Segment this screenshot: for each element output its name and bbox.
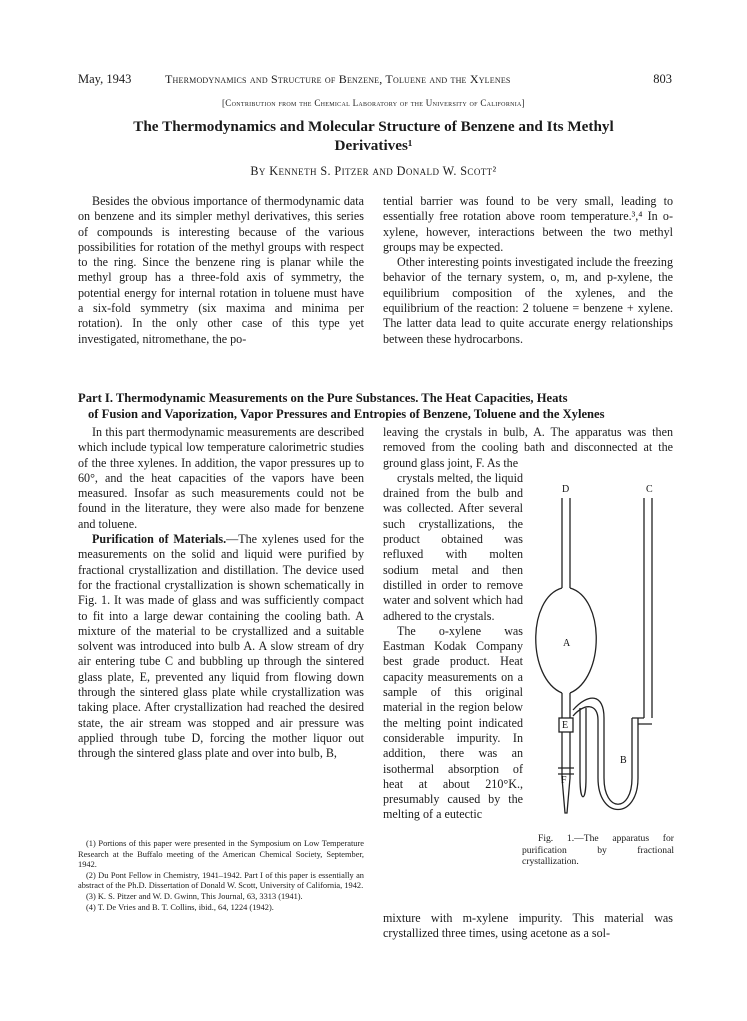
figure-apparatus [522,478,674,882]
footnotes [78,839,364,913]
article-title [90,118,657,155]
intro-paragraph-1: Besides the obvious importance of thermodynamic data on benzene and its simpler methyl derivatives, this series of compounds is interesting because of the various possibilities for rotation of the methyl groups with respect to the ring. Since the benzene ring is planar while the methyl group has a three-fold axis of symmetry, the potential energy for internal rotation in toluene must have a six-fold symmetry (six maxima and minima per rotation). In the only other case of this type yet investigated, nitromethane, the po- [78,194,364,346]
footnote-3: (3) K. S. Pitzer and W. D. Gwinn, This Journal, 63, 3313 (1941). [86,891,303,901]
apparatus-diagram [522,478,674,828]
header-title: Thermodynamics and Structure of Benzene, Toluene and the Xylenes [165,72,511,86]
label-a: A [563,638,571,649]
intro-paragraph-1-cont: tential barrier was found to be very small, leading to essentially free rotation above room temperature.³,⁴ In o-xylene, however, interactions between the two methyl groups may be expected. [383,194,673,254]
body-right-top: leaving the crystals in bulb, A. The apparatus was then removed from the cooling bath and disconnected at the ground glass joint, F. As the [383,425,673,470]
header-date: May, 1943 [78,72,132,86]
intro-left-column [78,194,364,347]
contribution-line: [Contribution from the Chemical Laboratory of the University of California] [222,98,525,108]
ground-joint-f [558,768,574,774]
body-right-narrow-p2: The o-xylene was Eastman Kodak Company best grade product. Heat capacity measurements on a sample of this original material in the region below the melting point indicated considerable impurity. In addition, there was an isothermal absorption of heat at about 210°K., presumably caused by the melting of a eutectic [383,623,523,822]
label-b: B [620,755,627,766]
footnote-1: (1) Portions of this paper were presented in the Symposium on Low Temperature Research at the Buffalo meeting of the American Chemical Society, September, 1942. [78,839,364,870]
footnote-4: (4) T. De Vries and B. T. Collins, ibid., 64, 1224 (1942). [86,902,274,912]
body-right-narrow-p1: crystals melted, the liquid drained from the bulb and was collected. After several such crystallizations, the product obtained was refluxed with molten sodium metal and then distilled in order to remove water and solvent which had adhered to the crystals. [383,470,523,623]
side-tube [580,708,586,778]
side-tube-bottom [580,778,586,797]
body-paragraph-2 [78,532,364,761]
footnote-2: (2) Du Pont Fellow in Chemistry, 1941–1942. Part I of this paper is essentially an abstract of the Ph.D. Dissertation of Donald W. Scott, University of California, 1942. [78,870,364,891]
section-heading [78,391,673,422]
figure-number: Fig. 1. [538,833,575,844]
title-line-1: The Thermodynamics and Molecular Structure of Benzene and Its Methyl [133,118,614,135]
purification-text: —The xylenes used for the measurements on the solid and liquid were purified by fractional crystallization and distillation. The device used for the fractional crystallization is shown schematically in Fig. 1. It was made of glass and was sufficiently compact to fit into a large dewar containing the cooling bath. A mixture of the material to be crystallized and a suitable solvent was introduced into bulb A. A slow stream of dry air entering tube C and bubbling up through the sintered glass plate, E, prevented any liquid from flowing down through the sintered glass plate while crystallization was taking place. After crystallization had reached the desired state, the air stream was stopped and air pressure was applied through tube D, forcing the mother liquor out through the sintered glass plate and over into bulb, B, [78,532,364,761]
body-right-narrow [383,471,523,823]
section-heading-line-2: of Fusion and Vaporization, Vapor Pressures and Entropies of Benzene, Toluene and the Xylenes [88,406,605,421]
u-tube-outer [573,698,632,804]
section-heading-line-1: Part I. Thermodynamic Measurements on the Pure Substances. The Heat Capacities, Heats [78,391,568,405]
body-right-bottom-text: mixture with m-xylene impurity. This material was crystallized three times, using acetone as a sol- [383,911,673,941]
figure-caption-text: —The apparatus for purification by fractional crystallization. [522,833,674,868]
lower-tip [562,732,570,813]
body-left-column [78,425,364,762]
intro-right-column [383,194,673,347]
body-right-bottom [383,911,673,942]
title-line-2: Derivatives¹ [334,136,413,154]
header-page-number: 803 [653,72,672,86]
label-f: F [561,775,567,786]
figure-caption [522,833,674,868]
u-tube-inner [573,707,638,810]
intro-paragraph-2: Other interesting points investigated include the freezing behavior of the ternary system, o, m, and p-xylene, the equilibrium composition of the xylenes, and the equilibrium of the reaction: 2 toluene = benzene + xylene. The latter data lead to quite accurate energy relationships between these hydrocarbons. [383,255,673,346]
stem [562,693,570,718]
tube-d [562,498,570,588]
tube-c [632,498,652,724]
label-e: E [562,720,569,731]
byline: By Kenneth S. Pitzer and Donald W. Scott² [250,164,497,178]
label-c: C [646,484,653,495]
purification-subheading: Purification of Materials. [92,532,227,547]
body-paragraph-1: In this part thermodynamic measurements are described which include typical low temperature calorimetric studies of the three xylenes. In addition, the vapor pressures up to 60°, and the heat capacities of the vapors have been measured. Insofar as such measurements could not be found in the literature, they were also made for benzene and toluene. [78,425,364,531]
label-d: D [562,484,570,495]
